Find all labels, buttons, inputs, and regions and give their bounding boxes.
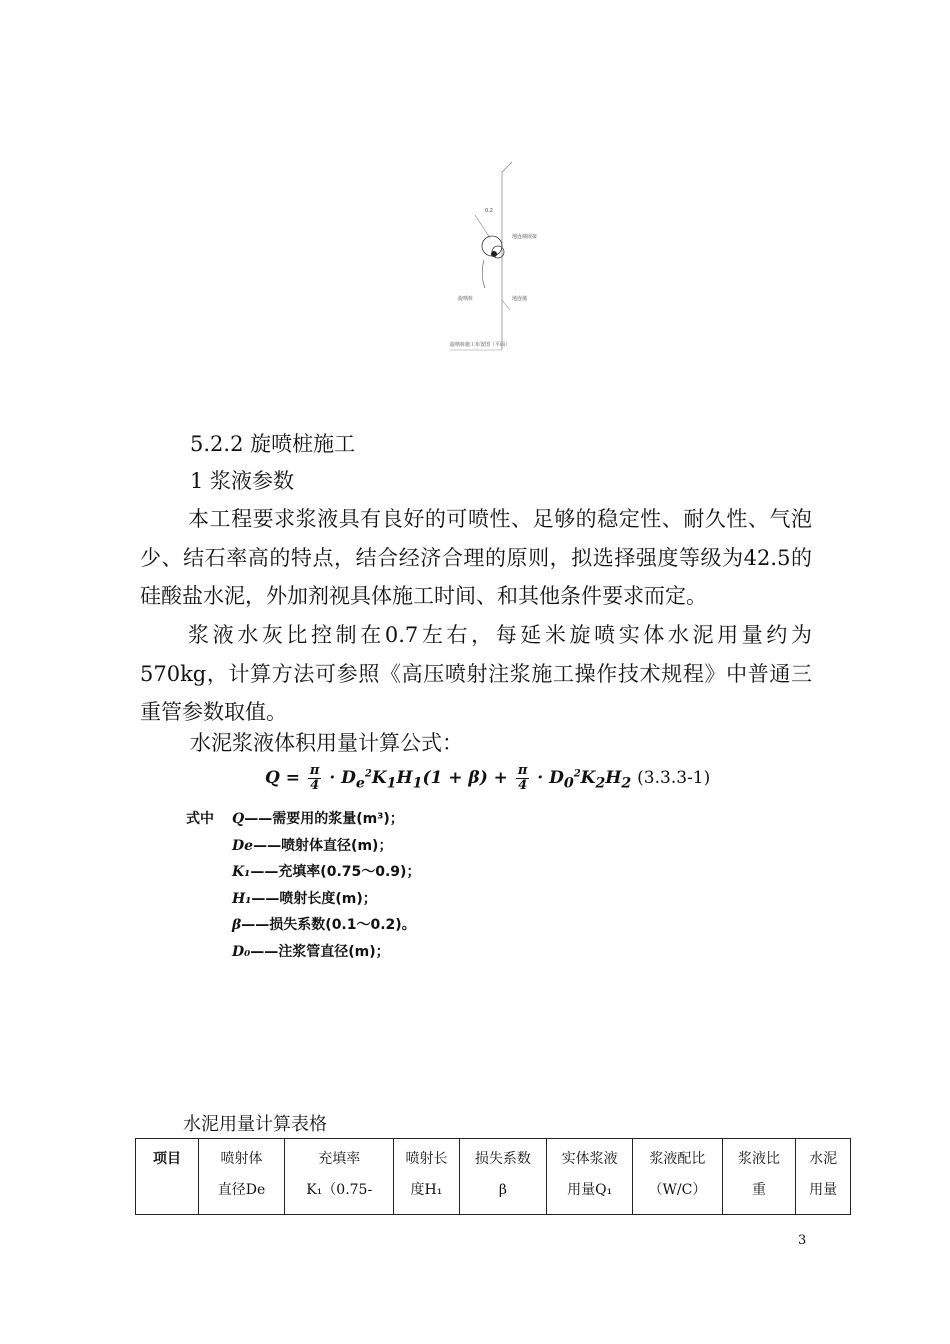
figure-label-wall-joint: 地连墙嵌接 bbox=[512, 234, 538, 240]
cement-calculation-table bbox=[135, 1138, 851, 1215]
table-header-cell bbox=[136, 1139, 199, 1215]
slurry-volume-formula: Q = $\frac{\pi}{4}$ · $D_e^2K_1H_1(1 + \beta)$ + $\frac{\pi}{4}$ · $D_0^2K_2H_2$ (3.3.3-1) bbox=[265, 763, 711, 793]
header-line: β bbox=[498, 1182, 507, 1198]
table-header-cell bbox=[394, 1139, 459, 1215]
figure-label-spacing: 0.2 bbox=[485, 208, 493, 214]
pile-layout-drawing bbox=[440, 160, 540, 360]
header-line: 用量Q₁ bbox=[567, 1182, 613, 1198]
definition-symbol: D₀ bbox=[232, 943, 251, 960]
figure-label-pile: 旋喷桩 bbox=[458, 296, 474, 302]
paragraph-water-cement-ratio: 浆液水灰比控制在0.7左右，每延米旋喷实体水泥用量约为570kg，计算方法可参照《高压喷射注浆施工操作技术规程》中普通三重管参数取值。 bbox=[140, 623, 812, 724]
definition-symbol: K₁ bbox=[232, 864, 251, 880]
header-line: 项目 bbox=[152, 1151, 181, 1167]
header-line: 喷射长 bbox=[405, 1151, 448, 1167]
header-line: K₁（0.75- bbox=[306, 1182, 373, 1198]
table-header-cell bbox=[459, 1139, 547, 1215]
table-header-row bbox=[136, 1139, 851, 1215]
definitions-prefix: 式中 bbox=[186, 811, 214, 827]
header-line bbox=[138, 1175, 196, 1206]
definition-symbol: H₁ bbox=[232, 890, 252, 907]
table-caption: 水泥用量计算表格 bbox=[183, 1114, 327, 1135]
definition-symbol: De bbox=[232, 837, 254, 854]
figure-label-wall: 地连墙 bbox=[512, 296, 528, 302]
header-line: 用量 bbox=[809, 1182, 838, 1198]
header-line: 直径De bbox=[217, 1182, 266, 1198]
header-line: 水泥 bbox=[809, 1151, 838, 1167]
definition-text: ——注浆管直径(m)； bbox=[250, 943, 390, 960]
definition-text: ——损失系数(0.1～0.2)。 bbox=[241, 917, 416, 933]
definition-text: ——喷射体直径(m)； bbox=[253, 837, 393, 854]
subsection-heading: 1 浆液参数 bbox=[190, 469, 295, 493]
header-line: 损失系数 bbox=[474, 1151, 531, 1167]
section-heading: 5.2.2 旋喷桩施工 bbox=[190, 432, 356, 456]
definition-text: ——喷射长度(m)； bbox=[251, 890, 377, 907]
formula-number: (3.3.3-1) bbox=[637, 768, 711, 788]
table-header-cell bbox=[722, 1139, 796, 1215]
header-line: 充填率 bbox=[318, 1151, 361, 1167]
paragraph-slurry-requirements: 本工程要求浆液具有良好的可喷性、足够的稳定性、耐久性、气泡少、结石率高的特点，结合经济合理的原则，拟选择强度等级为42.5的硅酸盐水泥，外加剂视具体施工时间、和其他条件要求而定。 bbox=[140, 507, 812, 608]
table-header-cell bbox=[285, 1139, 394, 1215]
definition-text: ——充填率(0.75～0.9)； bbox=[250, 864, 421, 880]
definition-text: ——需要用的浆量(m³)； bbox=[244, 811, 404, 827]
formula-intro: 水泥浆液体积用量计算公式： bbox=[190, 731, 463, 755]
table-header-cell bbox=[633, 1139, 723, 1215]
header-line: 度H₁ bbox=[410, 1182, 443, 1198]
table-header-cell bbox=[198, 1139, 284, 1215]
header-line: （W/C） bbox=[648, 1182, 707, 1198]
header-line: 浆液比 bbox=[738, 1151, 780, 1167]
figure-caption: 旋喷桩施工布置图（平面） bbox=[450, 342, 511, 348]
page-number: 3 bbox=[798, 1233, 807, 1248]
header-line: 重 bbox=[752, 1182, 766, 1198]
table-header-cell bbox=[796, 1139, 851, 1215]
pile-layout-figure bbox=[440, 160, 540, 360]
header-line: 喷射体 bbox=[220, 1151, 263, 1167]
table-header-cell bbox=[547, 1139, 633, 1215]
definition-symbol: β bbox=[232, 917, 242, 933]
header-line: 浆液配比 bbox=[649, 1151, 706, 1167]
definition-symbol: Q bbox=[232, 811, 245, 827]
header-line: 实体浆液 bbox=[561, 1151, 618, 1167]
